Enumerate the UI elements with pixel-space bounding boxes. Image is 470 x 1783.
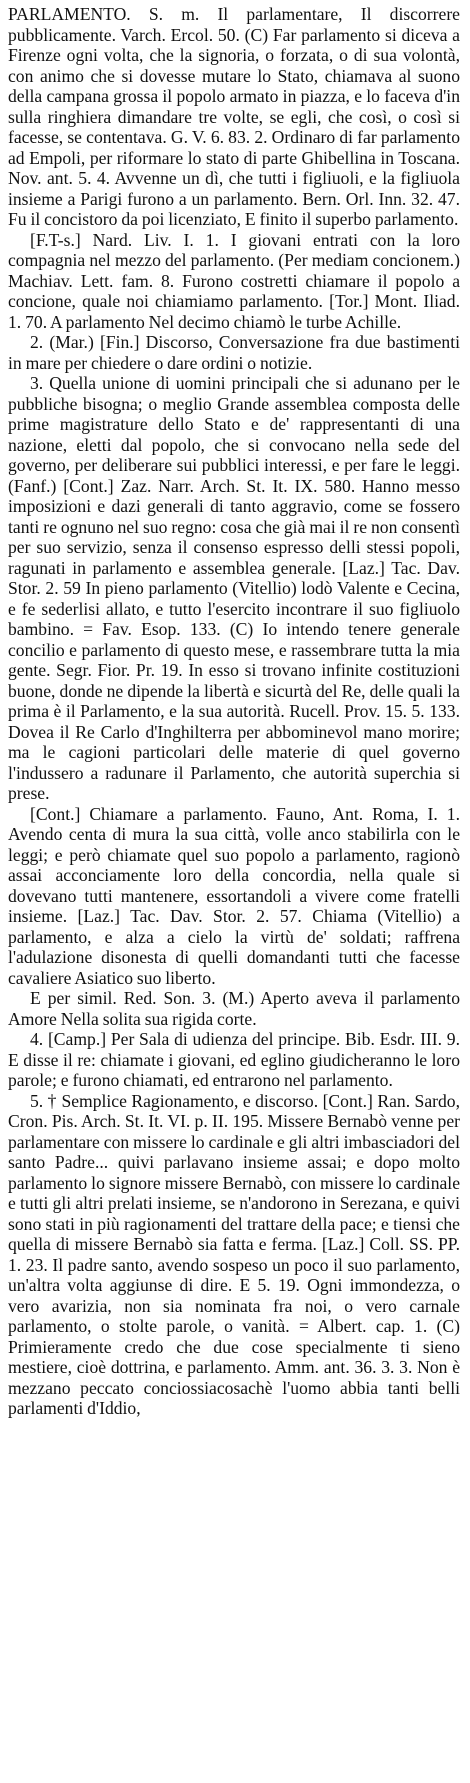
entry-paragraph-citations: [F.T-s.] Nard. Liv. I. 1. I giovani entrati con la loro compagnia nel mezzo del parlamento. (Per mediam concionem.) Machiav. Lett. fam. 8. Furono costretti chiamare il popolo a concione, quale noi chiamiamo parlamento. [Tor.] Mont. Iliad. 1. 70. A parlamento Nel decimo chiamò le turbe Achille. <box>8 229 460 332</box>
entry-paragraph-sense-5: 5. † Semplice Ragionamento, e discorso. [Cont.] Ran. Sardo, Cron. Pis. Arch. St. It. VI. p. II. 195. Missere Bernabò venne per parlamentare con missere lo cardinale e gli altri imbasciadori del santo Padre... quivi parlavano insieme assai; e dopo molto parlamento lo signore missere Bernabò, con missere lo cardinale e tutti gli altri prelati insieme, se n'andorono in Serezana, e quivi sono stati in più ragionamenti del trattare della pace; e tiensi che quella di missere Bernabò sia fatta e ferma. [Laz.] Coll. SS. PP. 1. 23. Il padre santo, avendo sospeso un poco il suo parlamento, un'altra volta aggiunse di dire. E 5. 19. Ogni immondezza, o vero avarizia, non sia nominata fra noi, o vero carnale parlamento, o stolte parole, o vanità. = Albert. cap. 1. (C) Primieramente credo che due cose specialmente ti sieno mestiere, cioè dottrina, e parlamento. Amm. ant. 36. 3. 3. Non è mezzano peccato conciossiacosachè l'uomo abbia tanti belli parlamenti d'Iddio, <box>8 1090 460 1418</box>
entry-paragraph-definition: PARLAMENTO. S. m. Il parlamentare, Il discorrere pubblicamente. Varch. Ercol. 50. (C) Far parlamento si diceva a Firenze ogni volta, che la signoria, o forzata, o di sua volontà, con animo che si dovesse mutare lo Stato, chiamava al suono della campana grossa il popolo armato in piazza, e lo faceva d'in sulla ringhiera dimandare tre volte, se egli, che così, o così si facesse, se contentava. G. V. 6. 83. 2. Ordinaro di far parlamento ad Empoli, per riformare lo stato di parte Ghibellina in Toscana. Nov. ant. 5. 4. Avvenne un dì, che tutti i figliuoli, e la figliuola insieme a Parigi furono a un parlamento. Bern. Orl. Inn. 32. 47. Fu il concistoro da poi licenziato, E finito il superbo parlamento. <box>8 4 460 229</box>
entry-paragraph-sense-3: 3. Quella unione di uomini principali che si adunano per le pubbliche bisogna; o meglio Grande assemblea composta delle prime magistrature dello Stato e de' rappresentanti di una nazione, eletti dal popolo, che si convocano nella sede del governo, per deliberare sui pubblici interessi, e per fare le leggi. (Fanf.) [Cont.] Zaz. Narr. Arch. St. It. IX. 580. Hanno messo imposizioni e dazi generali di tanto aggravio, come se fossero tanti re ognuno nel suo regno: cosa che già mai il re non consentì per suo servizio, senza il consenso espresso delli stessi popoli, ragunati in parlamento e assemblea generale. [Laz.] Tac. Dav. Stor. 2. 59 In pieno parlamento (Vitellio) lodò Valente e Cecina, e fe sederlisi allato, e tutto l'esercito incontrare il suo figliuolo bambino. = Fav. Esop. 133. (C) Io intendo tenere generale concilio e parlamento di questo mese, e rassembrare tutta la mia gente. Segr. Fior. Pr. 19. In esso si trovano infinite costituzioni buone, donde ne dipende la libertà e sicurtà del Re, delle quali la prima è il Parlamento, e la sua autorità. Rucell. Prov. 15. 5. 133. Dovea il Re Carlo d'Inghilterra per abbominevol mano morire; ma le cagioni particolari delle materie di quel governo l'indussero a radunare il Parlamento, che autorità superchia si prese. <box>8 373 460 803</box>
entry-paragraph-sense-4: 4. [Camp.] Per Sala di udienza del principe. Bib. Esdr. III. 9. E disse il re: chiamate i giovani, ed eglino giudicheranno le loro parole; e furono chiamati, ed entrarono nel parlamento. <box>8 1029 460 1090</box>
entry-paragraph-per-simil: E per simil. Red. Son. 3. (M.) Aperto aveva il parlamento Amore Nella solita sua rigida corte. <box>8 988 460 1029</box>
entry-paragraph-chiamare-a-parlamento: [Cont.] Chiamare a parlamento. Fauno, Ant. Roma, I. 1. Avendo centa di mura la sua città, volle anco stabilirla con le leggi; e però chiamate quel suo popolo a parlamento, ragionò assai acconciamente loro della concordia, nella quale si dovevano tutti mantenere, essortandoli a vivere come fratelli insieme. [Laz.] Tac. Dav. Stor. 2. 57. Chiama (Vitellio) a parlamento, e alza a cielo la virtù de' soldati; raffrena l'adulazione disonesta di quelli domandanti tutti che facesse cavaliere Asiatico suo liberto. <box>8 803 460 988</box>
dictionary-entry <box>8 4 460 1419</box>
entry-paragraph-sense-2: 2. (Mar.) [Fin.] Discorso, Conversazione fra due bastimenti in mare per chiedere o dare ordini o notizie. <box>8 332 460 373</box>
